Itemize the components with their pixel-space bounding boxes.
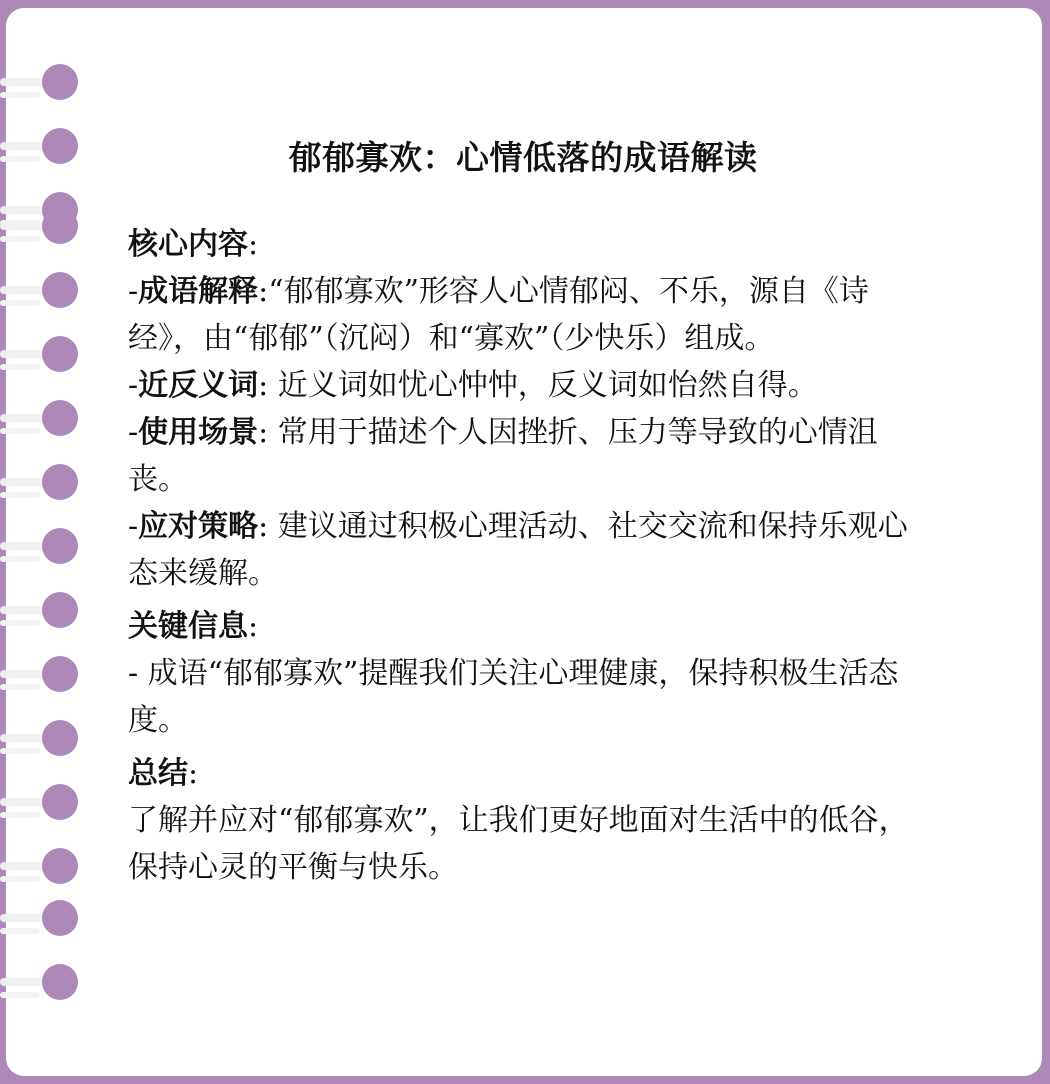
core-item-strategy: -应对策略: 建议通过积极心理活动、社交交流和保持乐观心态来缓解。 (128, 509, 908, 591)
summary-text: 了解并应对“郁郁寡欢”，让我们更好地面对生活中的低谷，保持心灵的平衡与快乐。 (128, 803, 909, 885)
core-heading: 核心内容: (128, 227, 259, 262)
article-content (128, 132, 928, 891)
core-item-usage: -使用场景: 常用于描述个人因挫折、压力等导致的心情沮丧。 (128, 415, 878, 497)
page-title: 郁郁寡欢：心情低落的成语解读 (288, 138, 758, 177)
summary-heading: 总结: (128, 756, 199, 791)
key-info-text: - 成语“郁郁寡欢”提醒我们关注心理健康，保持积极生活态度。 (128, 656, 899, 738)
key-info-heading: 关键信息: (128, 609, 259, 644)
core-item-explanation: -成语解释:“郁郁寡欢”形容人心情郁闷、不乐，源自《诗经》，由“郁郁”（沉闷）和“寡欢”（少快乐）组成。 (128, 274, 869, 356)
core-item-synonyms: -近反义词: 近义词如忧心忡忡，反义词如怡然自得。 (128, 368, 818, 403)
